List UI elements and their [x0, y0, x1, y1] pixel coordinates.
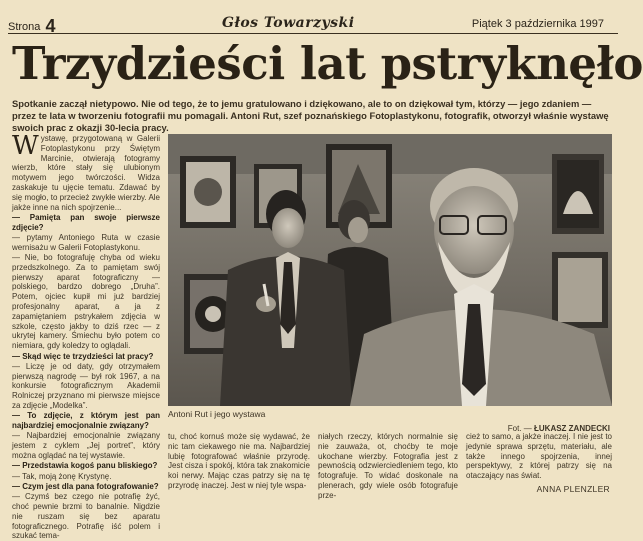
- paragraph-text: — Najbardziej emocjonalnie związany jestem z cyklem „Jej portret”, który można oglądać na tej wystawie.: [12, 431, 160, 460]
- article-lead: Spotkanie zaczął nietypowo. Nie od tego, że to jemu gratulowano i dziękowano, ale to on dziękował tym, którzy — jego zdaniem — przez te lata w tworzeniu fotografii mu pomagali. Antoni Rut, szef poznańskiego Fotoplastykonu, fotografik, otworzył właśnie wystawę swoich prac z okazji 30-lecia pracy.: [12, 98, 609, 134]
- page-label: Strona: [8, 21, 41, 33]
- article-paragraph: [12, 253, 160, 351]
- article-author: ANNA PLENZLER: [536, 484, 610, 494]
- article-paragraph: [12, 131, 160, 212]
- paragraph-text: — Przedstawia kogoś panu bliskiego?: [12, 461, 158, 471]
- paragraph-text: — pytamy Antoniego Ruta w czasie wernisażu w Galerii Fotoplastykonu.: [12, 232, 160, 252]
- paragraph-text: — Tak, moją żonę Krystynę.: [12, 471, 112, 481]
- paragraph-text: — Czym jest dla pana fotografowanie?: [12, 481, 159, 491]
- interview-question: [12, 213, 160, 233]
- exhibition-photo-image: [168, 134, 612, 406]
- article-headline: Trzydzieści lat pstryknęło: [12, 37, 643, 90]
- interview-question: [12, 482, 160, 492]
- paragraph-text: — Czymś bez czego nie potrafię żyć, choć pewnie brzmi to banalnie. Nigdzie nie ruszam się bez aparatu fotograficznego. Potrafię iść polem i szukać tema-: [12, 492, 160, 541]
- article-column-left: [12, 131, 160, 541]
- article-paragraph: [12, 492, 160, 541]
- paragraph-text: — Nie, bo fotografuję chyba od wieku przedszkolnego. Za to pamiętam swój pierwszy aparat fotograficzny — polskiego, bardzo dobrego „Druha”. Potem, ojciec kupił mi już bardziej profesjonalny aparat, a ja z zapamiętaniem pstrykałem zdjęcia w szkole, często jakby to dziś rzec — z ukrytej kamery. Śmiechu było potem co niemiara, gdy koledzy to oglądali.: [12, 253, 160, 351]
- interview-question: [12, 352, 160, 362]
- article-column-4: cież to samo, a jakże inaczej. I nie jest to jedynie sprawa sprzętu, materiału, ale także innego spojrzenia, innej perspektywy, z której patrzy się na otaczający nas świat.: [466, 432, 612, 481]
- article-paragraph: [12, 431, 160, 460]
- paragraph-text: — Pamięta pan swoje pierwsze zdjęcie?: [12, 212, 160, 232]
- article-paragraph: [12, 233, 160, 253]
- paragraph-text: — Skąd więc te trzydzieści lat pracy?: [12, 351, 154, 361]
- paragraph-text: — Liczę je od daty, gdy otrzymałem pierwszą nagrodę — był rok 1967, a na konkursie fotograficznym Akademii Rolniczej przyznano mi pierwsze miejsce za zdjęcie „Modelka”.: [12, 361, 160, 411]
- page-header: [8, 10, 618, 36]
- interview-question: [12, 461, 160, 471]
- issue-date: Piątek 3 października 1997: [471, 18, 604, 30]
- page-number-label: [8, 14, 56, 35]
- page-number: 4: [45, 16, 56, 36]
- article-column-2: tu, choć kornuś może się wydawać, że nic tam ciekawego nie ma. Najbardziej lubię fotografować właśnie przyrodę. Jest cisza i spokój, która tak znakomicie koi nerwy. Mając czas patrzy się na tę przyrodę inaczej. Jest w niej tyle wspa-: [168, 432, 310, 490]
- article-photo: [168, 134, 612, 406]
- article-column-3: niałych rzeczy, których normalnie się nie zauważa, ot, choćby te moje ukochane wierzby. Fotografia jest z pewnością odzwierciedleniem tego, kto fotografuje. To widać doskonale na plenerach, gdy wiele osób fotografuje prze-: [318, 432, 458, 500]
- drop-cap: W: [12, 131, 39, 161]
- header-rule: [8, 33, 618, 34]
- article-paragraph: [12, 472, 160, 482]
- photo-credit-name: ŁUKASZ ZANDECKI: [534, 424, 610, 433]
- interview-question: [12, 411, 160, 431]
- article-paragraph: [12, 362, 160, 411]
- paragraph-text: ystawę, przygotowaną w Galerii Fotoplastykonu przy Świętym Marcinie, otwierają fotogramy wierzb, które stały się ulubionym motywem jego twórczości. Widza zaskakuje tu ujęcie tematu. Zdawać by się mogło, to przecież zwykłe wierzby. Ale jakże inne na nich spojrzenie...: [12, 134, 160, 212]
- photo-caption: Antoni Rut i jego wystawa: [168, 409, 266, 419]
- publication-title: Głos Towarzyski: [222, 15, 355, 31]
- photo-credit-label: Fot. —: [507, 424, 532, 433]
- paragraph-text: — To zdjęcie, z którym jest pan najbardziej emocjonalnie związany?: [12, 411, 160, 431]
